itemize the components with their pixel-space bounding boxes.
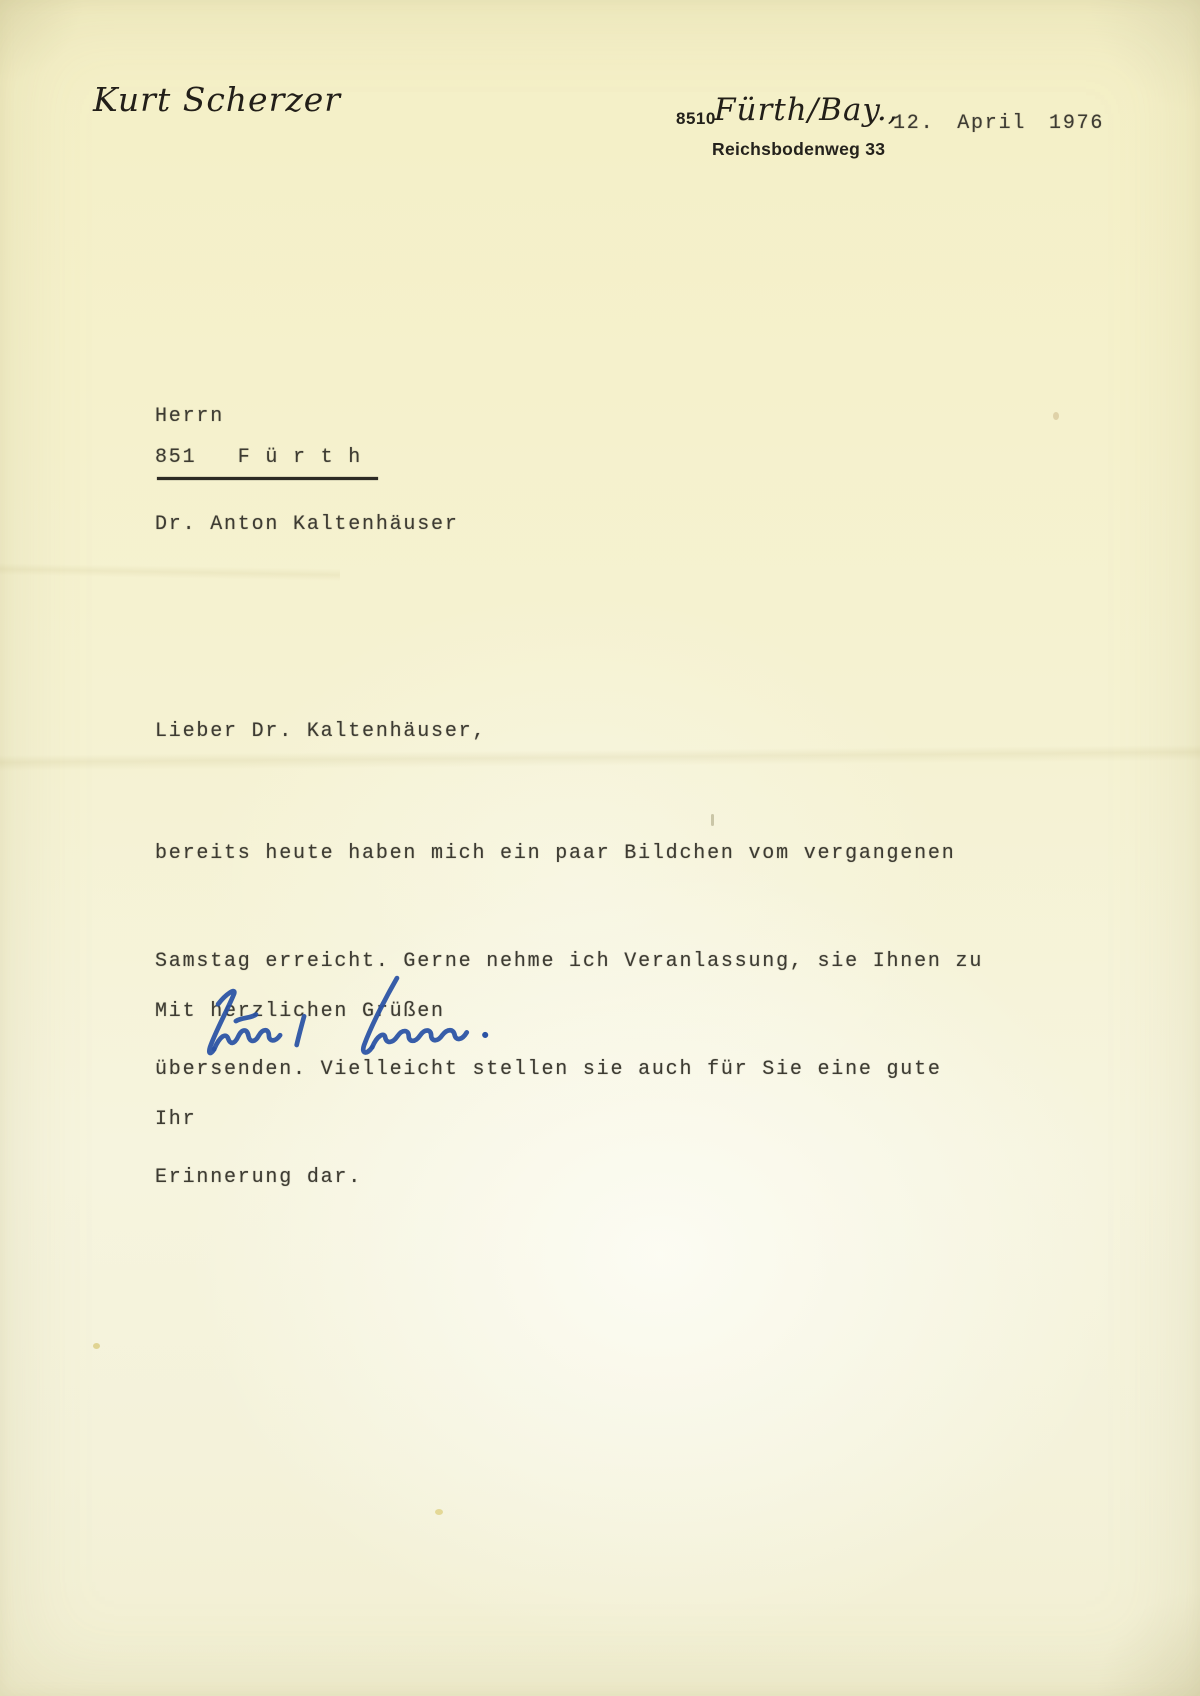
letter-closing-block xyxy=(155,922,445,1210)
paper-speck xyxy=(93,1343,100,1349)
paper-speck xyxy=(435,1509,443,1515)
recipient-city-line: 851 F ü r t h xyxy=(155,446,363,469)
body-line: bereits heute haben mich ein paar Bildchen vom vergangenen xyxy=(155,842,956,865)
body-line: Erinnerung dar. xyxy=(155,1166,363,1189)
body-line: Samstag erreicht. Gerne nehme ich Veranlassung, sie Ihnen zu xyxy=(155,950,984,973)
handwritten-signature xyxy=(197,968,505,1062)
letterhead-sender-name: Kurt Scherzer xyxy=(93,80,342,119)
closing-line: Mit herzlichen Grüßen xyxy=(155,1000,445,1023)
letter-greeting: Lieber Dr. Kaltenhäuser, xyxy=(155,720,487,743)
paper-speck xyxy=(1053,412,1059,420)
letterhead-postal-code: 8510 xyxy=(676,109,716,128)
paper-speck xyxy=(711,814,714,826)
body-line: übersenden. Vielleicht stellen sie auch für Sie eine gute xyxy=(155,1058,942,1081)
letterhead-street: Reichsbodenweg 33 xyxy=(712,139,886,159)
recipient-line-name: Dr. Anton Kaltenhäuser xyxy=(155,513,459,536)
closing-line: Ihr xyxy=(155,1108,197,1131)
letterhead-city: Fürth/Bay., xyxy=(714,92,899,128)
recipient-line-herrn: Herrn xyxy=(155,405,225,428)
letter-date: 12. April 1976 xyxy=(893,112,1105,135)
address-underline xyxy=(157,477,378,480)
